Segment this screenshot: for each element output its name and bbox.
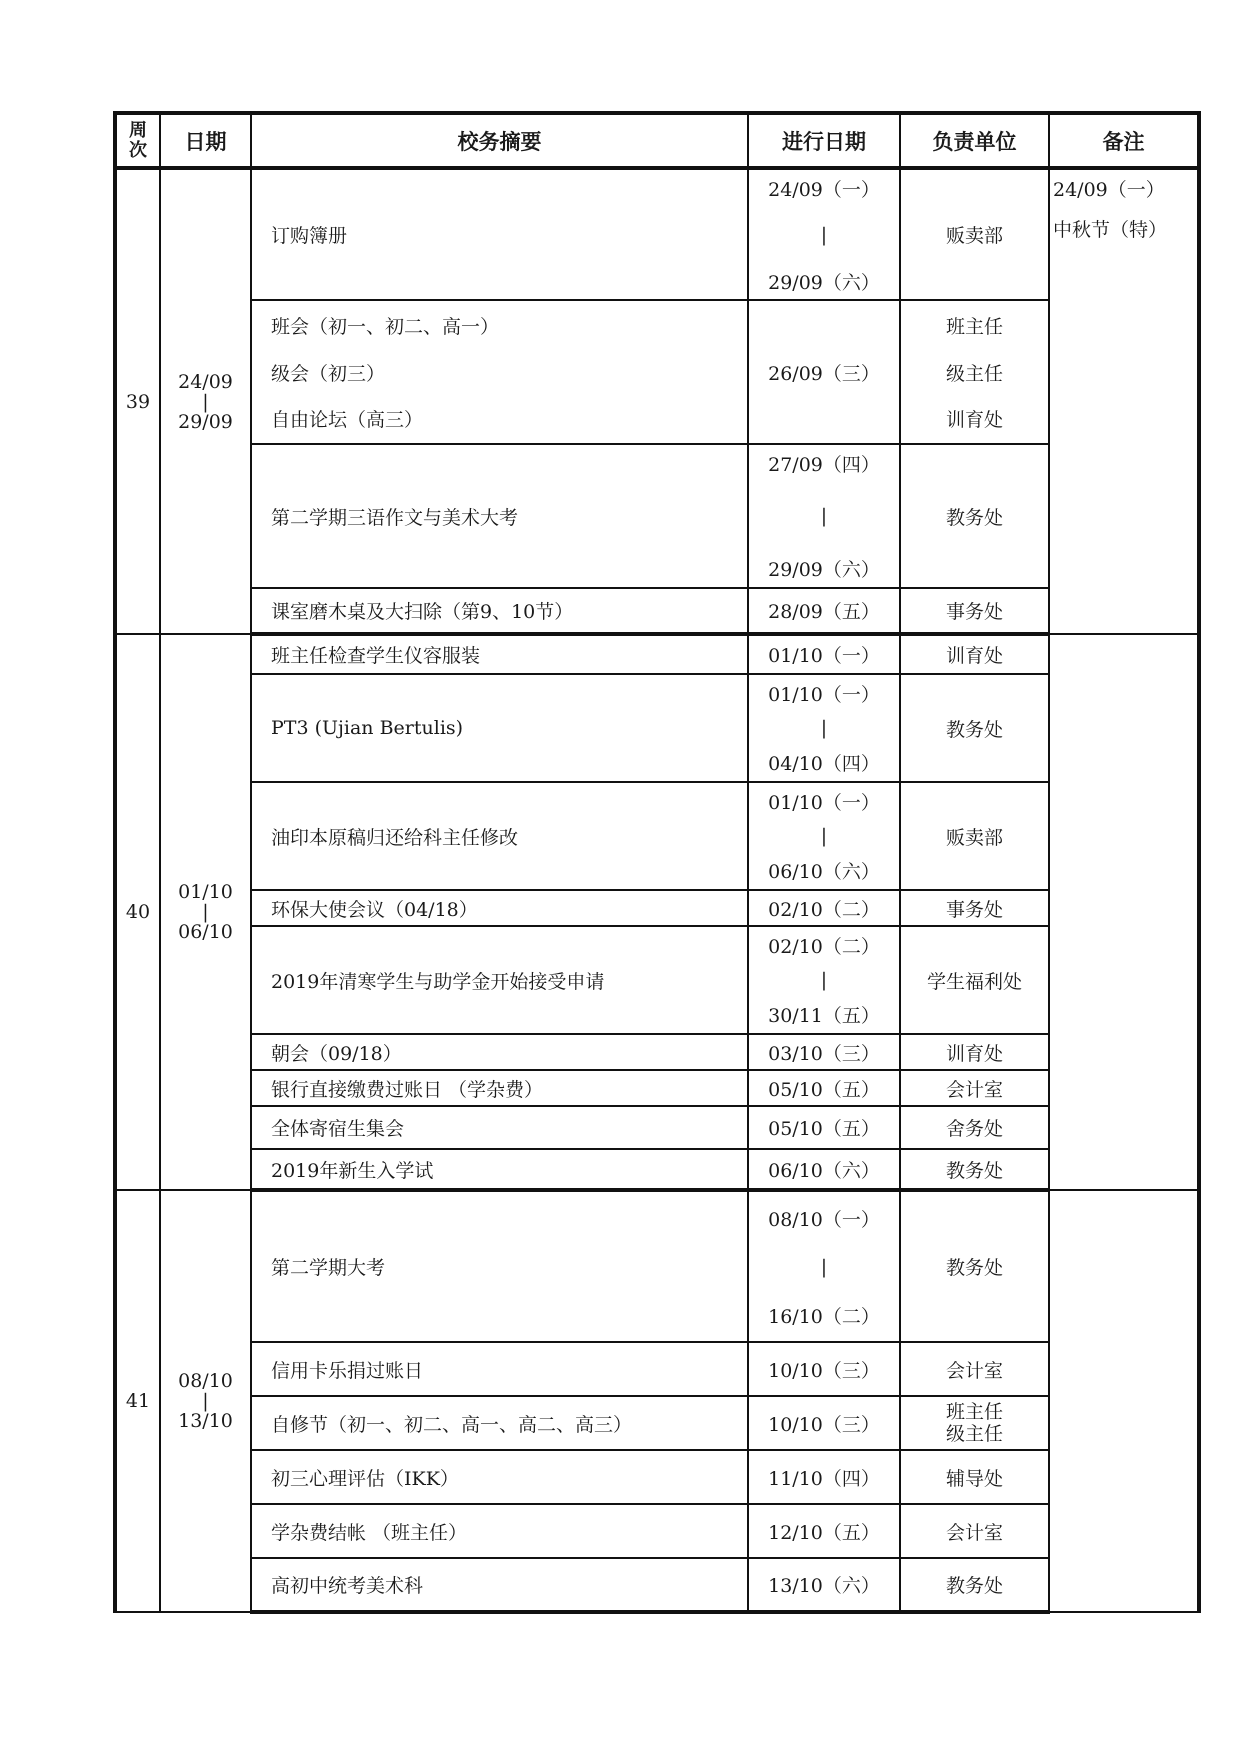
table-row: [115, 300, 1199, 444]
range-start: 01/10: [178, 881, 233, 903]
task-unit: 学生福利处: [900, 926, 1049, 1034]
range-sep: |: [202, 901, 209, 923]
unit-line: 班主任: [945, 316, 1003, 338]
table-row: [115, 1342, 1199, 1396]
date-start: 01/10（一）: [768, 684, 880, 706]
date-end: 06/10（六）: [768, 861, 880, 883]
table-row: [115, 1034, 1199, 1070]
task-date: 28/09（五）: [748, 588, 900, 634]
task-date: 03/10（三）: [748, 1034, 900, 1070]
week-date-range: [160, 1190, 251, 1612]
task-date: 05/10（五）: [748, 1070, 900, 1106]
date-sep: |: [820, 1255, 828, 1278]
table-row: [115, 1190, 1199, 1342]
task-date: [748, 782, 900, 890]
task-summary: 初三心理评估（IKK）: [251, 1450, 748, 1504]
task-date: 11/10（四）: [748, 1450, 900, 1504]
task-summary: 油印本原稿归还给科主任修改: [251, 782, 748, 890]
task-unit: 事务处: [900, 588, 1049, 634]
task-date: 12/10（五）: [748, 1504, 900, 1558]
task-summary: 银行直接缴费过账日 （学杂费）: [251, 1070, 748, 1106]
task-unit: [900, 300, 1049, 444]
header-date: 日期: [160, 113, 251, 168]
task-date: 01/10（一）: [748, 634, 900, 674]
date-sep: |: [820, 223, 828, 246]
week-date-range: [160, 634, 251, 1190]
task-summary: 全体寄宿生集会: [251, 1106, 748, 1149]
date-end: 16/10（二）: [768, 1305, 880, 1328]
task-date: [748, 168, 900, 300]
task-unit: 贩卖部: [900, 168, 1049, 300]
task-line: 自由论坛（高三）: [271, 409, 424, 431]
task-summary: 学杂费结帐 （班主任）: [251, 1504, 748, 1558]
task-summary: 环保大使会议（04/18）: [251, 890, 748, 926]
header-week-line2: 次: [129, 139, 147, 161]
task-date: 10/10（三）: [748, 1342, 900, 1396]
task-unit: 教务处: [900, 444, 1049, 588]
task-unit: 教务处: [900, 1190, 1049, 1342]
range-end: 29/09: [178, 410, 233, 433]
note-line1: 24/09（一）: [1053, 179, 1165, 201]
header-note: 备注: [1049, 113, 1199, 168]
range-sep: |: [202, 390, 209, 413]
task-summary: 课室磨木桌及大扫除（第9、10节）: [251, 588, 748, 634]
header-unit: 负责单位: [900, 113, 1049, 168]
date-end: 29/09（六）: [768, 271, 880, 294]
table-row: [115, 1149, 1199, 1190]
table-row: [115, 444, 1199, 588]
date-start: 24/09（一）: [768, 178, 880, 201]
task-line: 班会（初一、初二、高一）: [271, 316, 500, 338]
task-unit: 训育处: [900, 1034, 1049, 1070]
range-end: 06/10: [178, 921, 233, 943]
task-summary: 班主任检查学生仪容服装: [251, 634, 748, 674]
header-week: [115, 113, 160, 168]
task-unit: [900, 1396, 1049, 1450]
task-unit: 教务处: [900, 1558, 1049, 1612]
week-date-range: [160, 168, 251, 634]
task-summary: [251, 300, 748, 444]
date-start: 02/10（二）: [768, 936, 880, 958]
task-summary: 订购簿册: [251, 168, 748, 300]
table-row: [115, 782, 1199, 890]
header-when: 进行日期: [748, 113, 900, 168]
table-row: [115, 1070, 1199, 1106]
task-summary: PT3 (Ujian Bertulis): [251, 674, 748, 782]
task-unit: 舍务处: [900, 1106, 1049, 1149]
task-date: 26/09（三）: [748, 300, 900, 444]
week-note: [1049, 1190, 1199, 1612]
task-unit: 会计室: [900, 1504, 1049, 1558]
task-summary: 第二学期三语作文与美术大考: [251, 444, 748, 588]
header-week-line1: 周: [129, 119, 147, 141]
week-note: [1049, 168, 1199, 634]
task-unit: 会计室: [900, 1342, 1049, 1396]
table-row: [115, 1106, 1199, 1149]
date-start: 08/10（一）: [768, 1208, 880, 1231]
table-row: [115, 926, 1199, 1034]
range-sep: |: [202, 1390, 209, 1412]
task-date: 05/10（五）: [748, 1106, 900, 1149]
range-end: 13/10: [178, 1410, 233, 1432]
table-row: [115, 1450, 1199, 1504]
date-start: 27/09（四）: [768, 454, 880, 476]
task-date: 13/10（六）: [748, 1558, 900, 1612]
task-date: 06/10（六）: [748, 1149, 900, 1190]
unit-line: 级主任: [945, 362, 1003, 385]
date-sep: |: [820, 825, 828, 847]
task-unit: 事务处: [900, 890, 1049, 926]
task-summary: 朝会（09/18）: [251, 1034, 748, 1070]
note-line2: 中秋节（特）: [1053, 219, 1168, 241]
unit-line: 级主任: [945, 1423, 1003, 1445]
task-summary: 高初中统考美术科: [251, 1558, 748, 1612]
date-start: 01/10（一）: [768, 792, 880, 814]
task-unit: 会计室: [900, 1070, 1049, 1106]
date-end: 04/10（四）: [768, 753, 880, 775]
table-row: [115, 1558, 1199, 1612]
table-row: [115, 1504, 1199, 1558]
task-summary: 自修节（初一、初二、高一、高二、高三）: [251, 1396, 748, 1450]
task-summary: 第二学期大考: [251, 1190, 748, 1342]
school-schedule-table: [113, 111, 1201, 1614]
date-end: 30/11（五）: [768, 1005, 880, 1027]
date-sep: |: [820, 969, 828, 991]
table-row: [115, 674, 1199, 782]
task-date: [748, 674, 900, 782]
header-row: [115, 113, 1199, 168]
task-summary: 信用卡乐捐过账日: [251, 1342, 748, 1396]
week-note: [1049, 634, 1199, 1190]
task-unit: 教务处: [900, 1149, 1049, 1190]
date-sep: |: [820, 505, 828, 527]
table-row: [115, 1396, 1199, 1450]
table-row: [115, 588, 1199, 634]
task-summary: 2019年新生入学试: [251, 1149, 748, 1190]
task-unit: 辅导处: [900, 1450, 1049, 1504]
table-row: [115, 890, 1199, 926]
range-start: 08/10: [178, 1370, 233, 1392]
task-line: 级会（初三）: [271, 362, 386, 385]
week-number: 39: [115, 168, 160, 634]
task-unit: 训育处: [900, 634, 1049, 674]
range-start: 24/09: [178, 370, 233, 393]
unit-line: 训育处: [945, 409, 1003, 431]
task-unit: 贩卖部: [900, 782, 1049, 890]
week-number: 40: [115, 634, 160, 1190]
task-date: [748, 444, 900, 588]
header-summary: 校务摘要: [251, 113, 748, 168]
date-sep: |: [820, 717, 828, 739]
task-date: [748, 1190, 900, 1342]
unit-line: 班主任: [945, 1401, 1003, 1423]
table-row: [115, 634, 1199, 674]
week-number: 41: [115, 1190, 160, 1612]
task-date: 10/10（三）: [748, 1396, 900, 1450]
table-row: [115, 168, 1199, 300]
task-unit: 教务处: [900, 674, 1049, 782]
date-end: 29/09（六）: [768, 559, 880, 581]
task-summary: 2019年清寒学生与助学金开始接受申请: [251, 926, 748, 1034]
task-date: 02/10（二）: [748, 890, 900, 926]
task-date: [748, 926, 900, 1034]
